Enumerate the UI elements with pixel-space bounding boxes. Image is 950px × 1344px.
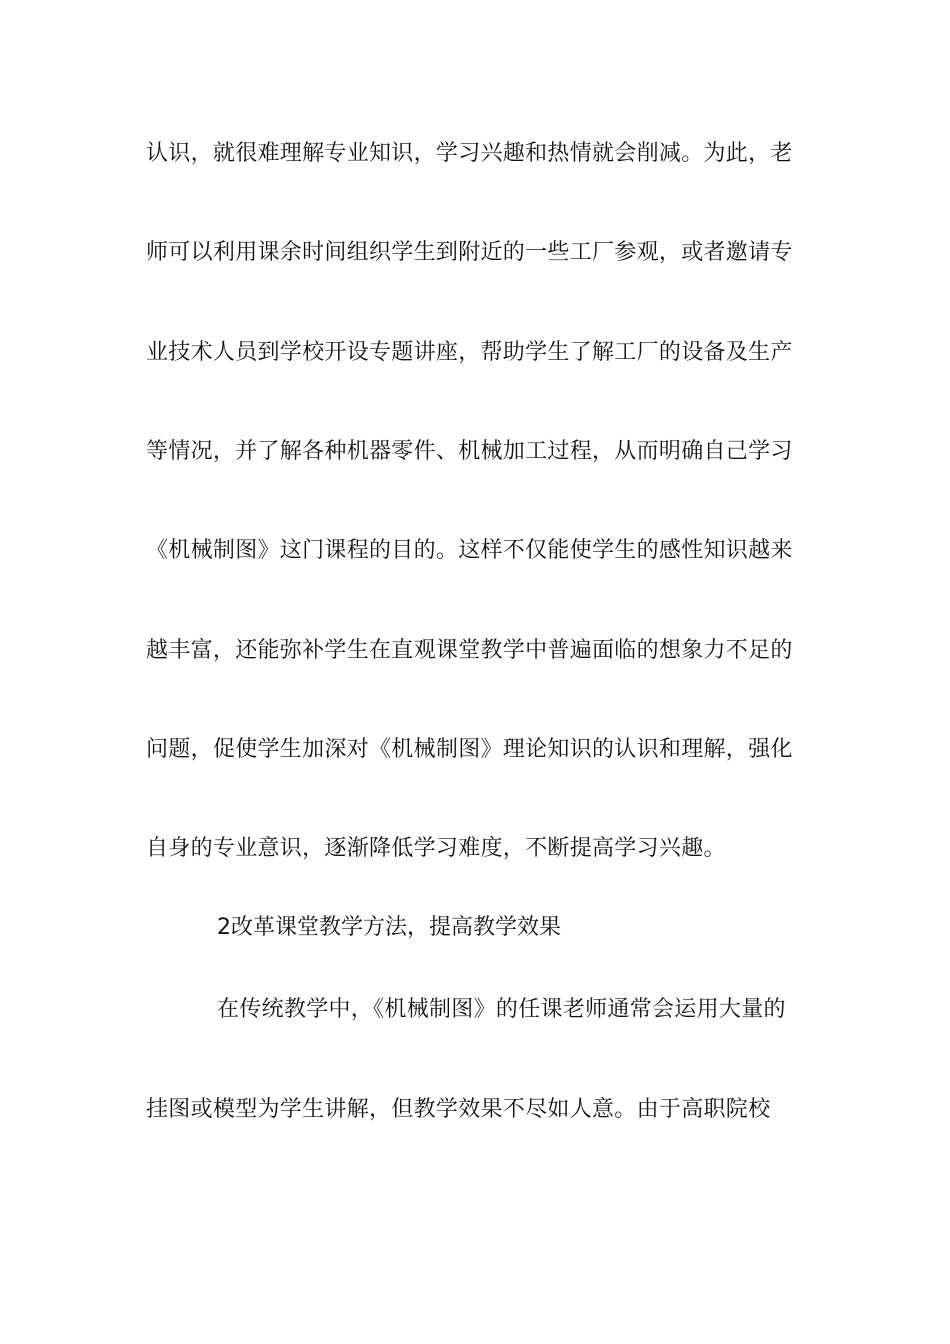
paragraph-line: 自身的专业意识，逐渐降低学习难度，不断提高学习兴趣。: [146, 836, 726, 861]
paragraph-line: 越丰富，还能弥补学生在直观课堂教学中普遍面临的想象力不足的: [146, 638, 793, 663]
paragraph-line: 业技术人员到学校开设专题讲座，帮助学生了解工厂的设备及生产: [146, 340, 793, 365]
paragraph-line: 《机械制图》这门课程的目的。这样不仅能使学生的感性知识越来: [146, 538, 793, 563]
paragraph-line: 师可以利用课余时间组织学生到附近的一些工厂参观，或者邀请专: [146, 240, 793, 265]
paragraph-line: 问题，促使学生加深对《机械制图》理论知识的认识和理解，强化: [146, 737, 793, 762]
paragraph-line: 等情况，并了解各种机器零件、机械加工过程，从而明确自己学习: [146, 439, 793, 464]
section-heading: 2改革课堂教学方法，提高教学效果: [217, 915, 561, 940]
paragraph-line: 认识，就很难理解专业知识，学习兴趣和热情就会削减。为此，老: [146, 141, 793, 166]
paragraph-line: 在传统教学中，《机械制图》的任课老师通常会运用大量的: [217, 997, 786, 1022]
paragraph-line: 挂图或模型为学生讲解，但教学效果不尽如人意。由于高职院校: [146, 1097, 771, 1122]
